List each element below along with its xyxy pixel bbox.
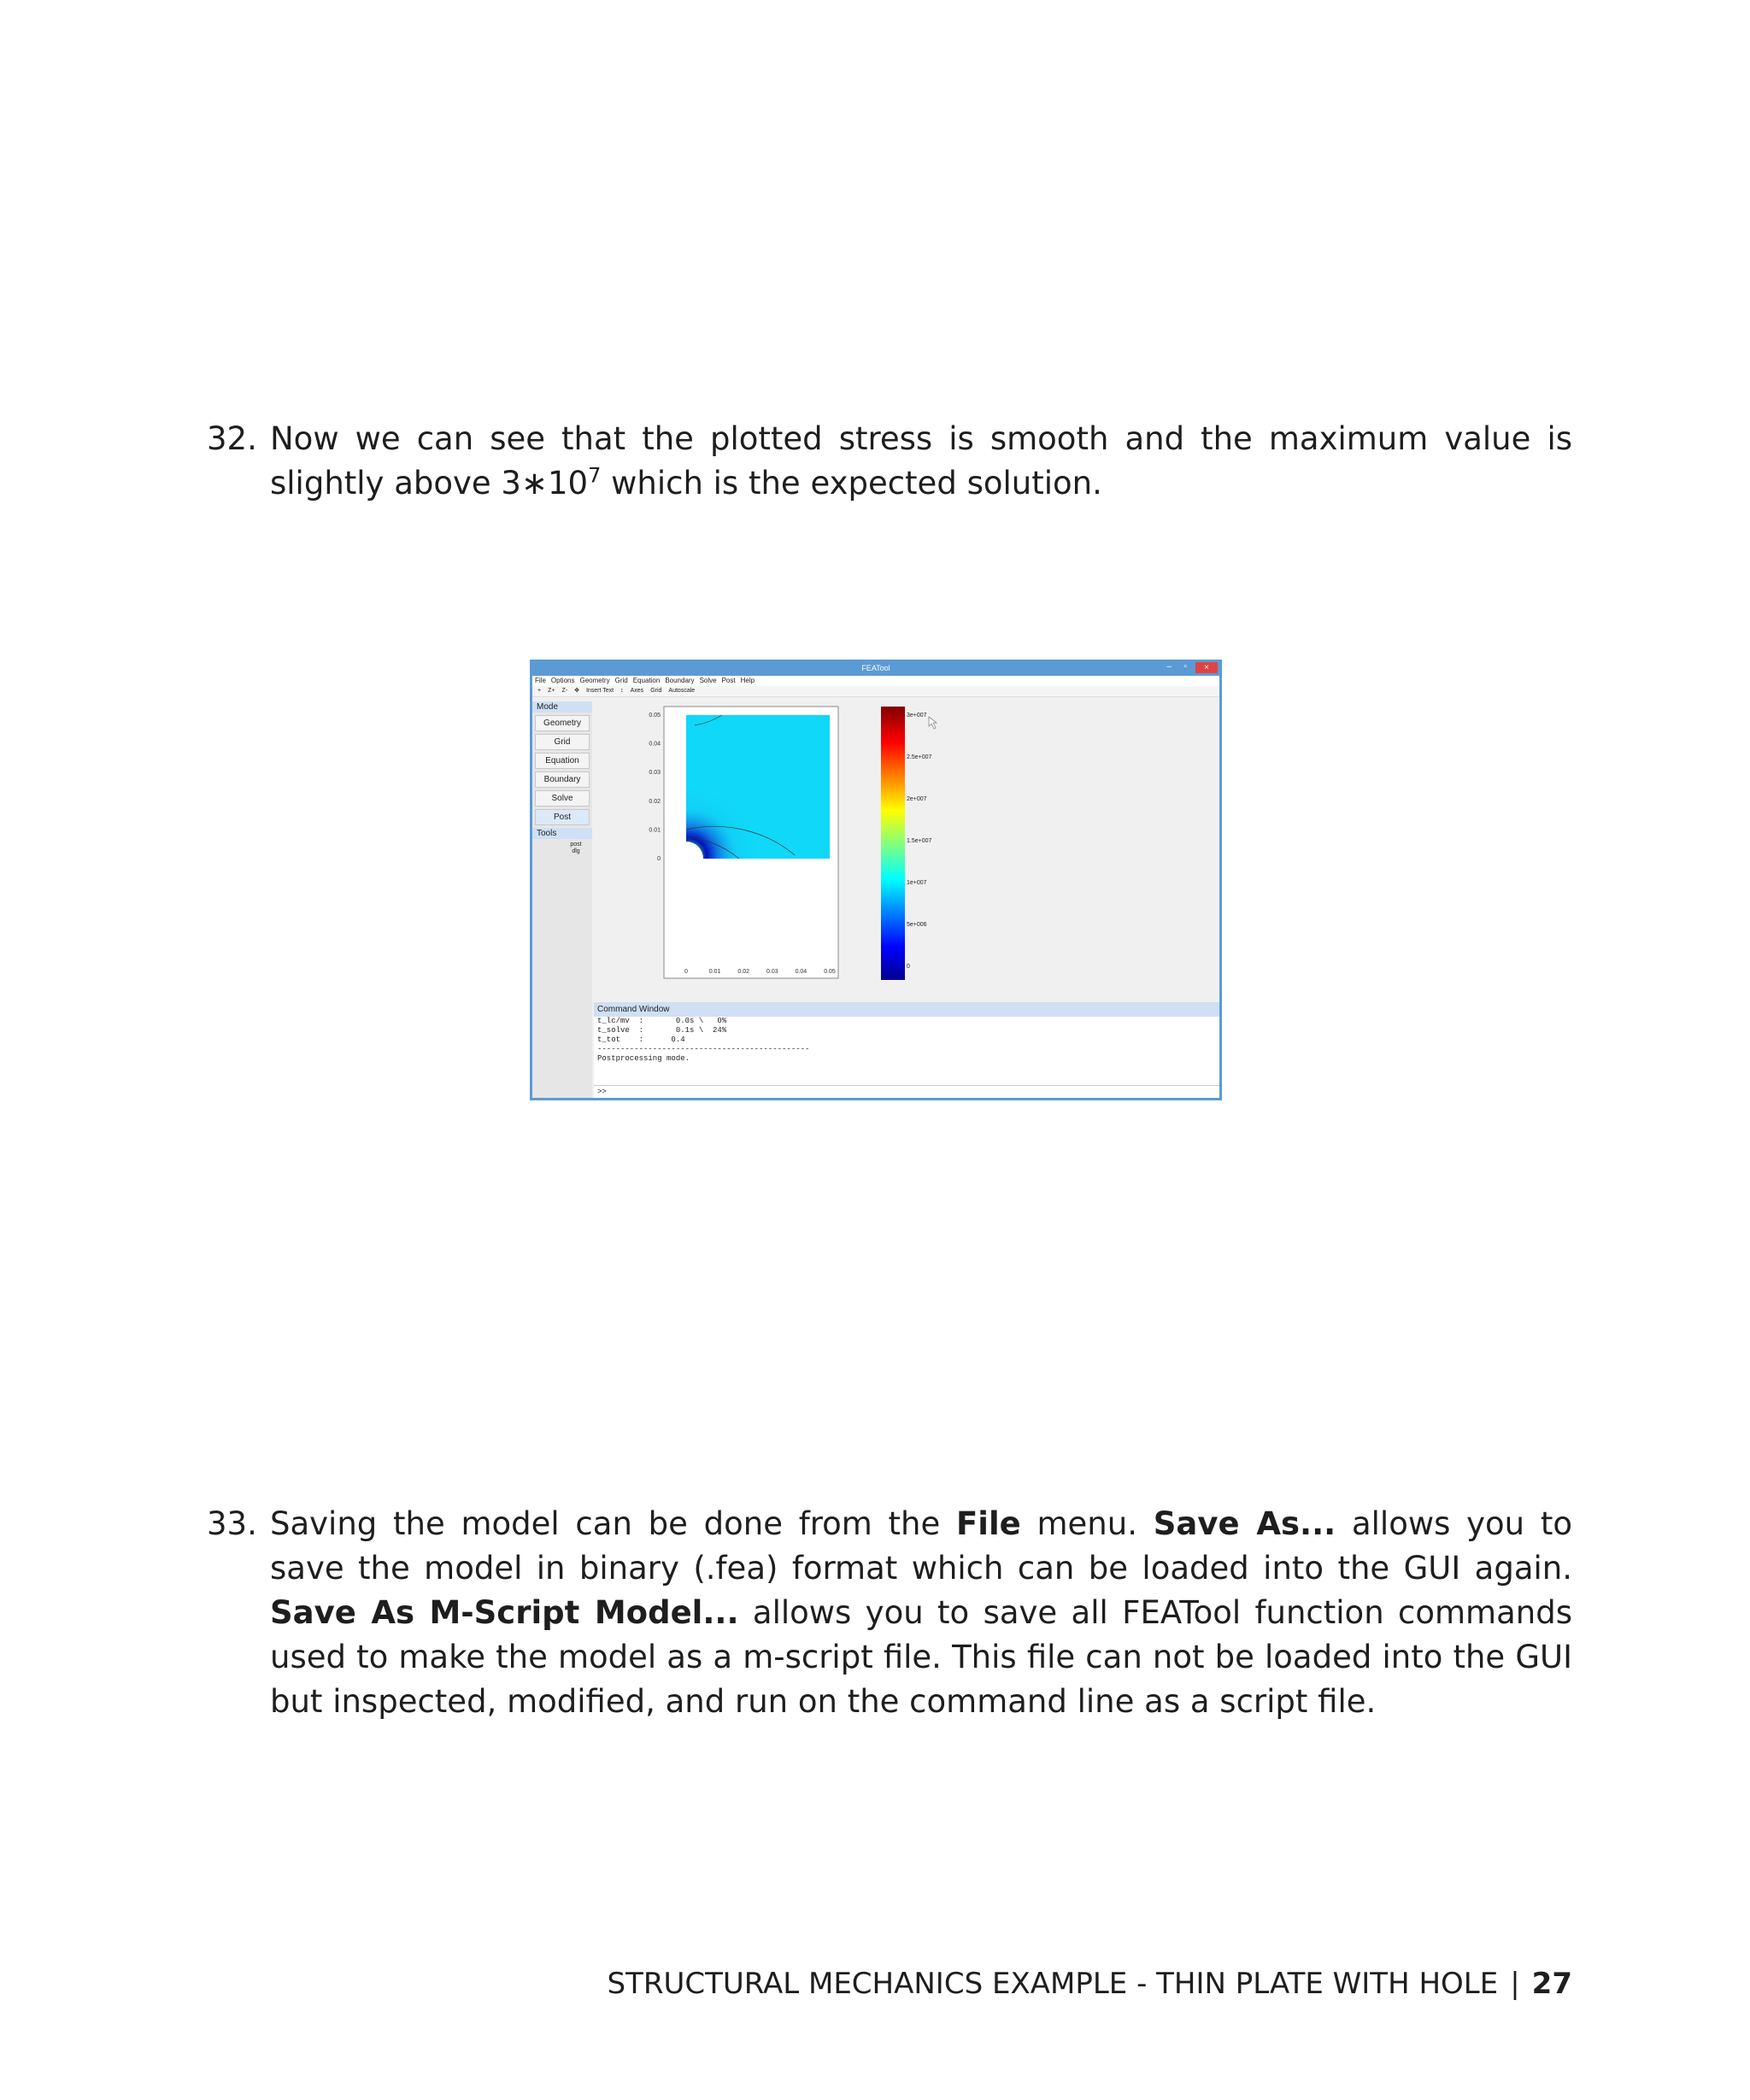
toolbar-item[interactable]: Axes [630, 688, 644, 694]
mode-button-grid[interactable]: Grid [535, 734, 590, 750]
mode-button-geometry[interactable]: Geometry [535, 715, 590, 731]
step-32-paragraph [208, 417, 1572, 506]
page-number: 27 [1531, 1967, 1572, 2001]
command-output-line: t_solve : 0.1s \ 24% [597, 1026, 727, 1035]
window-title: FEATool [861, 664, 890, 672]
step-33-paragraph [208, 1502, 1572, 1724]
plot-area [594, 701, 1219, 985]
mode-sidebar [532, 701, 592, 1098]
step-32-text-b: which is the expected solution. [601, 465, 1102, 502]
menu-item[interactable]: Boundary [665, 677, 695, 684]
colorbar-label: 1.5e+007 [907, 838, 932, 844]
colorbar-label: 5e+006 [907, 922, 927, 928]
y-tick-label: 0.02 [649, 798, 661, 805]
toolbar [532, 686, 1219, 697]
toolbar-item[interactable]: Grid [650, 688, 662, 694]
x-tick-label: 0.03 [766, 969, 778, 975]
stress-concentration [686, 715, 830, 859]
toolbar-item[interactable]: Insert Text [585, 688, 614, 694]
menu-item[interactable]: Help [740, 677, 755, 684]
stress-plot [594, 701, 1222, 985]
colorbar-label: 0 [907, 964, 910, 970]
step-33-text-2: menu. [1020, 1505, 1154, 1542]
mode-button-solve[interactable]: Solve [535, 790, 590, 807]
toolbar-item[interactable]: + [537, 688, 542, 694]
maximize-icon[interactable]: ▫ [1183, 662, 1187, 672]
mode-button-equation[interactable]: Equation [535, 753, 590, 769]
menu-item[interactable]: Post [721, 677, 736, 684]
save-as-term: Save As... [1153, 1505, 1336, 1542]
y-tick-label: 0.05 [649, 713, 661, 719]
file-menu-term: File [956, 1505, 1021, 1542]
command-output-line: t_lc/mv : 0.0s \ 0% [597, 1017, 727, 1025]
colorbar-label: 1e+007 [907, 880, 927, 886]
exponent: 7 [588, 463, 602, 488]
step-number: 32. [207, 420, 257, 457]
y-tick-label: 0 [657, 856, 661, 862]
window-titlebar [532, 662, 1219, 676]
menu-item[interactable]: Grid [614, 677, 628, 684]
command-prompt[interactable]: >> [594, 1085, 1219, 1098]
y-tick-label: 0.01 [649, 827, 661, 834]
featool-screenshot [530, 660, 1222, 1100]
menu-item[interactable]: Geometry [579, 677, 610, 684]
close-icon[interactable]: × [1195, 662, 1218, 673]
step-number: 33. [207, 1505, 257, 1542]
toolbar-item[interactable]: Autoscale [668, 688, 696, 694]
colorbar-label: 2.5e+007 [907, 754, 932, 760]
menu-bar [532, 676, 1219, 686]
running-title: STRUCTURAL MECHANICS EXAMPLE - THIN PLATE WITH HOLE [607, 1967, 1499, 2001]
toolbar-item[interactable]: ↕ [620, 688, 624, 694]
menu-item[interactable]: Equation [632, 677, 661, 684]
colorbar [881, 707, 905, 980]
step-32-text-a: Now we can see that the plotted stress is smooth and the maximum value is slightly above 3∗10 [270, 420, 1572, 502]
mode-button-post[interactable]: Post [535, 809, 590, 825]
footer-separator: | [1510, 1967, 1520, 2001]
menu-item[interactable]: File [535, 677, 546, 684]
x-tick-label: 0.05 [824, 969, 836, 975]
menu-item[interactable]: Solve [699, 677, 717, 684]
command-output-line: Postprocessing mode. [597, 1054, 690, 1063]
command-window [594, 1002, 1219, 1098]
minimize-icon[interactable]: – [1166, 662, 1172, 672]
toolbar-item[interactable]: ✥ [574, 688, 579, 694]
tools-label: Tools [532, 828, 592, 839]
page-footer [607, 1963, 1572, 2004]
command-output-line: t_tot : 0.4 [597, 1035, 685, 1044]
post-dlg-button[interactable]: post dlg [570, 842, 582, 854]
x-tick-label: 0.01 [708, 969, 721, 975]
x-tick-label: 0.04 [795, 969, 807, 975]
mode-label: Mode [532, 701, 592, 713]
x-tick-label: 0 [684, 969, 688, 975]
step-33-text-3: allows you to save the model in binary (.fea) format which can be loaded into the GUI again. [270, 1505, 1572, 1587]
mode-button-boundary[interactable]: Boundary [535, 771, 590, 788]
toolbar-item[interactable]: Z+ [548, 688, 555, 694]
y-tick-label: 0.03 [649, 770, 661, 777]
menu-item[interactable]: Options [550, 677, 575, 684]
command-window-header: Command Window [594, 1002, 1219, 1017]
command-output-line: ---------------------------------------------- [597, 1045, 810, 1053]
toolbar-item[interactable]: Z- [561, 688, 568, 694]
step-33-text-4: allows you to save all FEATool function commands used to make the model as a m-script file. This file can not be loaded into the GUI but inspected, modified, and run on the command line as a script file. [270, 1594, 1572, 1720]
step-33-text-1: Saving the model can be done from the [270, 1505, 957, 1542]
mouse-cursor-icon [929, 717, 937, 729]
x-tick-label: 0.02 [737, 969, 750, 975]
save-as-mscript-term: Save As M-Script Model... [270, 1594, 739, 1631]
colorbar-label: 3e+007 [907, 713, 927, 719]
colorbar-label: 2e+007 [907, 796, 927, 802]
y-tick-label: 0.04 [649, 741, 661, 748]
